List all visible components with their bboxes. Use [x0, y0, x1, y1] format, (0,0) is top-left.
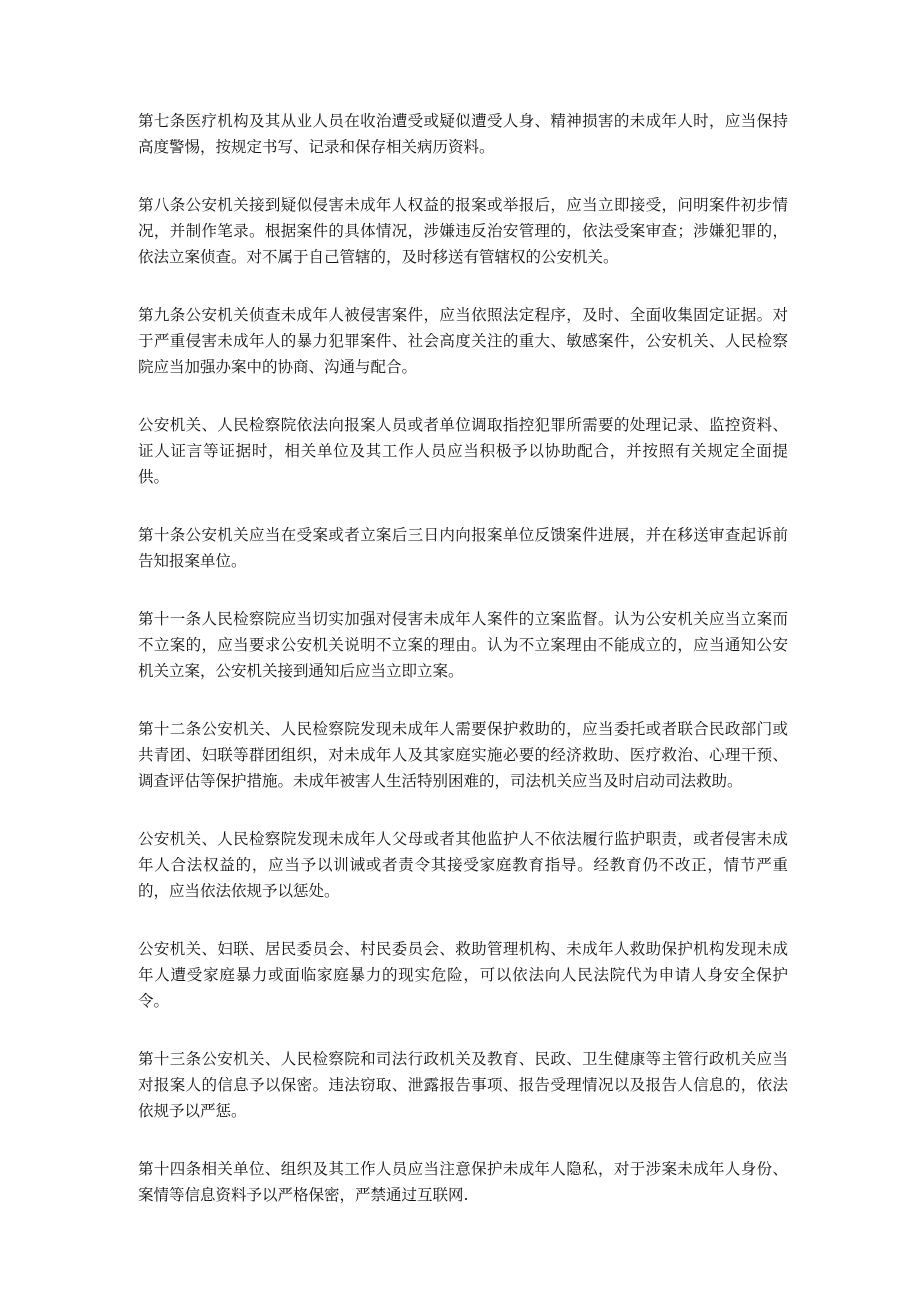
paragraph-article-12: 第十二条公安机关、人民检察院发现未成年人需要保护救助的，应当委托或者联合民政部门或共青团、妇联等群团组织，对未成年人及其家庭实施必要的经济救助、医疗救治、心理干预、调查评估等保护措施。未成年被害人生活特别困难的，司法机关应当及时启动司法救助。: [138, 720, 788, 790]
paragraph-article-12-protection-order: 公安机关、妇联、居民委员会、村民委员会、救助管理机构、未成年人救助保护机构发现未成年人遭受家庭暴力或面临家庭暴力的现实危险，可以依法向人民法院代为申请人身安全保护令。: [138, 940, 788, 1010]
paragraph-article-9-evidence: 公安机关、人民检察院依法向报案人员或者单位调取指控犯罪所需要的处理记录、监控资料、证人证言等证据时，相关单位及其工作人员应当积极予以协助配合，并按照有关规定全面提供。: [138, 416, 788, 486]
paragraph-article-7: 第七条医疗机构及其从业人员在收治遭受或疑似遭受人身、精神损害的未成年人时，应当保持高度警惕，按规定书写、记录和保存相关病历资料。: [138, 112, 788, 156]
paragraph-article-11: 第十一条人民检察院应当切实加强对侵害未成年人案件的立案监督。认为公安机关应当立案而不立案的，应当要求公安机关说明不立案的理由。认为不立案理由不能成立的，应当通知公安机关立案，公安机关接到通知后应当立即立案。: [138, 610, 788, 680]
paragraph-article-12-guardians: 公安机关、人民检察院发现未成年人父母或者其他监护人不依法履行监护职责，或者侵害未成年人合法权益的，应当予以训诫或者责令其接受家庭教育指导。经教育仍不改正，情节严重的，应当依法依规予以惩处。: [138, 830, 788, 900]
paragraph-article-10: 第十条公安机关应当在受案或者立案后三日内向报案单位反馈案件进展，并在移送审查起诉前告知报案单位。: [138, 526, 788, 570]
paragraph-article-14: 第十四条相关单位、组织及其工作人员应当注意保护未成年人隐私，对于涉案未成年人身份、案情等信息资料予以严格保密，严禁通过互联网.: [138, 1160, 788, 1204]
paragraph-article-8: 第八条公安机关接到疑似侵害未成年人权益的报案或举报后，应当立即接受，问明案件初步情况，并制作笔录。根据案件的具体情况，涉嫌违反治安管理的，依法受案审查；涉嫌犯罪的，依法立案侦查。对不属于自己管辖的，及时移送有管辖权的公安机关。: [138, 196, 788, 266]
paragraph-article-9: 第九条公安机关侦查未成年人被侵害案件，应当依照法定程序，及时、全面收集固定证据。对于严重侵害未成年人的暴力犯罪案件、社会高度关注的重大、敏感案件，公安机关、人民检察院应当加强办案中的协商、沟通与配合。: [138, 306, 788, 376]
document-body: [138, 108, 788, 1240]
paragraph-article-13: 第十三条公安机关、人民检察院和司法行政机关及教育、民政、卫生健康等主管行政机关应当对报案人的信息予以保密。违法窃取、泄露报告事项、报告受理情况以及报告人信息的，依法依规予以严惩。: [138, 1050, 788, 1120]
